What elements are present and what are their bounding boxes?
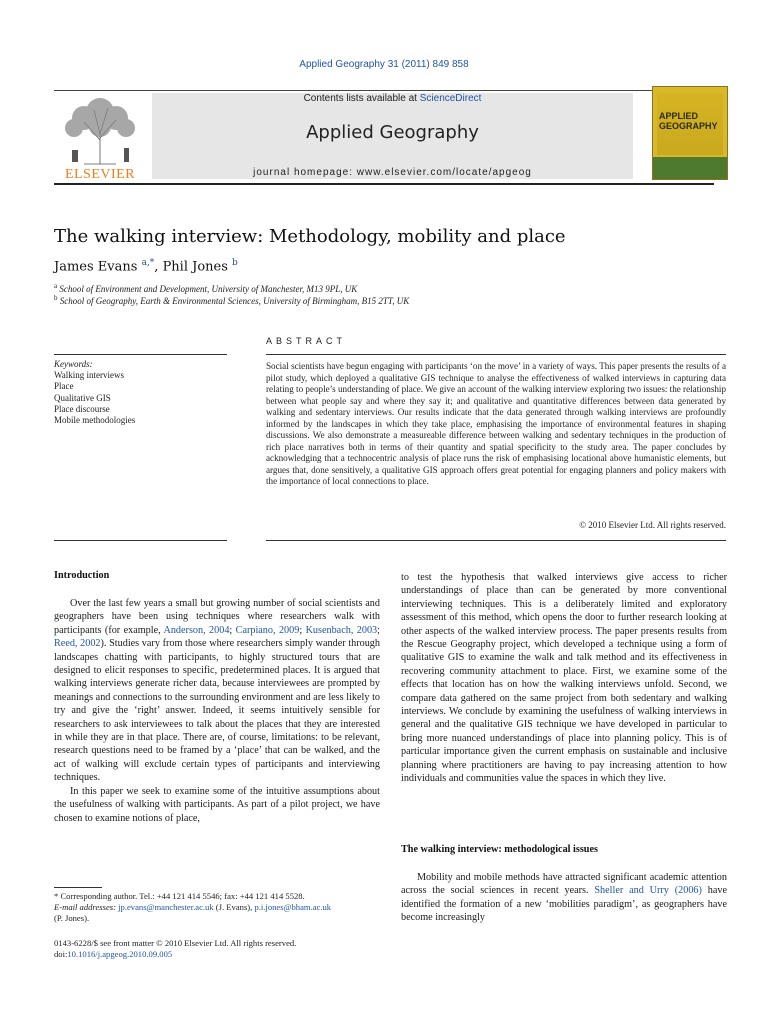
cover-title-line2: GEOGRAPHY [659, 121, 718, 131]
section-heading-introduction: Introduction [54, 570, 110, 581]
keywords-rule-bottom [54, 540, 227, 541]
paragraph-text: ). Studies vary from those where researchers simply wander through landscapes chatting with participants, to highly structured tours that are designed to elicit responses to specific, predetermined places. It is argued that walking interviews generate richer data, because interviewees are prompted by meanings and connections to the surrounding environment and are less likely to try and give the ‘right’ answer. Indeed, it seems intuitively sensible for researchers to ask interviewees to talk about the places that they are interested in while they are in that place. There are, of course, limitations: to be relevant, research questions need to be framed by a ‘place’ that can be walked, and the act of walking will exclude certain types of participants and interviewing techniques. [54, 638, 380, 784]
keyword-item: Mobile methodologies [54, 415, 136, 426]
author-list: James Evans $^{a,*}$, Phil Jones $^b$ [54, 258, 238, 275]
citation-link[interactable]: Reed, 2002 [54, 638, 101, 650]
doi-prefix: doi: [54, 949, 68, 959]
section-heading-walking-interview: The walking interview: methodological issues [401, 844, 598, 855]
citation-link[interactable]: Anderson, 2004 [163, 624, 230, 636]
cover-title-line1: APPLIED [659, 111, 699, 121]
citation-link[interactable]: Sheller and Urry (2006) [594, 885, 702, 897]
email-owner: (J. Evans), [213, 902, 255, 912]
contents-line [152, 93, 633, 104]
elsevier-tree-icon [54, 92, 146, 166]
citation-link[interactable]: Kusenbach, 2003 [305, 624, 378, 636]
abstract-rule-top [266, 354, 726, 355]
keyword-item: Place discourse [54, 403, 110, 414]
keyword-item: Qualitative GIS [54, 392, 111, 403]
paragraph [401, 871, 727, 925]
journal-homepage[interactable]: journal homepage: www.elsevier.com/locate/apgeog [253, 167, 532, 178]
paragraph: Over the last few years a small but growing number of social scientists and geographers have been using techniques where researchers walk with participants (for example, Anderson, 2004; Carpiano, 2009; Kusenbach, 2003; Reed, 2002). Studies vary from those where researchers simply wander through landscapes chatting with participants, to highly structured tours that are designed to elicit responses to specific, predetermined places. It is argued that walking interviews generate richer data, because interviewees are prompted by meanings and connections to the surrounding environment and are less likely to try and give the ‘right’ answer. Indeed, it seems intuitively sensible for researchers to ask interviewees to talk about the places that they are interested in while they are in that place. There are, of course, limitations: to be relevant, research questions need to be framed by a ‘place’ that can be walked, and the act of walking will exclude certain types of participants and interviewing techniques. [54, 598, 380, 784]
affiliation [54, 294, 714, 306]
email-link[interactable]: jp.evans@manchester.ac.uk [118, 902, 214, 912]
paragraph: In this paper we seek to examine some of the intuitive assumptions about the usefulness of walking with participants. As part of a pilot project, we have chosen to examine notions of place, [54, 785, 380, 824]
abstract-rule-bottom [266, 540, 726, 541]
abstract-text: Social scientists have begun engaging with participants ‘on the move’ in a variety of ways. This paper presents the results of a pilot study, which deployed a qualitative GIS technique to analyse the effectiveness of walked interviews in capturing data relating to people’s understanding of place. We give an account of the walking interview exploring two issues: the relationship between what people say and where they say it; and qualitative and quantitative differences between data generated by walking and sedentary interviews. Our results indicate that the data generated through walking interviews are profoundly informed by the landscapes in which they take place, emphasising the importance of environmental features in shaping discussions. We also demonstrate a measureable difference between walking and sedentary techniques in the production of rich place narratives both in terms of their quantity and spatial specificity to the study area. The paper concludes by acknowledging that a technocentric analysis of place runs the risk of emphasising locational above humanistic elements, but argues that, done sensitively, a qualitative GIS approach offers great potential for engaging planners and policy makers with the importance of local connections to place. [266, 361, 726, 486]
paragraph-text: Over the last few years a small but growing number of social scientists and geographers have been using techniques where researchers walk with participants (for example, [54, 598, 380, 636]
affiliation-marker: a [54, 282, 58, 290]
author-name[interactable]: Phil Jones [162, 259, 228, 275]
email-line [54, 902, 384, 913]
keyword-item: Walking interviews [54, 370, 125, 381]
footnotes [54, 891, 384, 924]
header-rule-bottom [54, 183, 714, 185]
author-affiliation-marker[interactable]: b [232, 258, 238, 268]
email-label: E-mail addresses: [54, 902, 116, 912]
affiliation-text: School of Geography, Earth & Environmental Sciences, University of Birmingham, B15 2TT, UK [59, 296, 410, 306]
elsevier-wordmark[interactable]: ELSEVIER [64, 167, 136, 182]
right-column [401, 571, 727, 786]
contents-prefix: Contents lists available at [303, 93, 420, 104]
abstract-heading: ABSTRACT [266, 336, 347, 346]
journal-citation[interactable]: Applied Geography 31 (2011) 849 858 [299, 59, 469, 70]
left-column [54, 597, 380, 825]
right-column-continued [401, 871, 727, 925]
issn-line [54, 938, 384, 960]
affiliation-marker: b [54, 294, 58, 302]
journal-cover-thumbnail[interactable] [652, 86, 728, 180]
email-link[interactable]: p.i.jones@bham.ac.uk [254, 902, 332, 912]
affiliation-text: School of Environment and Development, University of Manchester, M13 9PL, UK [59, 284, 358, 294]
footnote-rule [54, 887, 102, 888]
affiliation [54, 282, 714, 294]
abstract-copyright: © 2010 Elsevier Ltd. All rights reserved. [579, 520, 726, 530]
sciencedirect-link[interactable]: ScienceDirect [419, 93, 482, 104]
doi-line [54, 949, 384, 960]
header-rule-top [54, 90, 714, 91]
journal-name: Applied Geography [306, 122, 479, 143]
corresponding-author-note: * Corresponding author. Tel.: +44 121 414 5546; fax: +44 121 414 5528. [54, 891, 305, 901]
paragraph-text: have identified the formation of a new ‘mobilities paradigm’, as geographers have become increasingly [401, 885, 727, 924]
cover-band [653, 157, 727, 179]
issn-text: 0143-6228/$ see front matter © 2010 Elsevier Ltd. All rights reserved. [54, 938, 297, 948]
article-title: The walking interview: Methodology, mobility and place [54, 226, 566, 247]
paragraph-text: Mobility and mobile methods have attracted significant academic attention across the social sciences in recent years. [401, 872, 727, 897]
author-name[interactable]: James Evans [54, 259, 138, 275]
paragraph: to test the hypothesis that walked interviews give access to richer understandings of place than can be generated by more conventional interviewing techniques. This is a deliberately limited and exploratory assessment of this method, which opens the door to further research looking at other aspects of the walked interview process. The paper presents results from the Rescue Geography project, which developed a technique using a form of qualitative GIS to examine the walk and talk method and its effectiveness in recovering community attachment to place. First, we examine some of the effects that location has on how the walking interviews unfold. Second, we compare data gathered on the same project from both sedentary and walking interviews. We conclude by examining the usefulness of walking interviews in general and the qualitative GIS technique we have developed in particular to bring more nuanced understandings of place into planning policy. This is of particular importance given the current emphasis on sustainable and inclusive planning where practitioners are having to pay increasing attention to how individuals and communities value the spaces in which they live. [401, 572, 727, 785]
keywords-box [54, 359, 227, 426]
keywords-rule-top [54, 354, 227, 355]
author-affiliation-marker[interactable]: a,* [141, 258, 155, 268]
keyword-item: Place [54, 381, 74, 392]
keywords-label: Keywords: [54, 359, 93, 369]
email-owner: (P. Jones). [54, 913, 90, 923]
doi-link[interactable]: 10.1016/j.apgeog.2010.09.005 [67, 949, 173, 959]
citation-link[interactable]: Carpiano, 2009 [235, 624, 300, 636]
cover-title [659, 111, 719, 131]
